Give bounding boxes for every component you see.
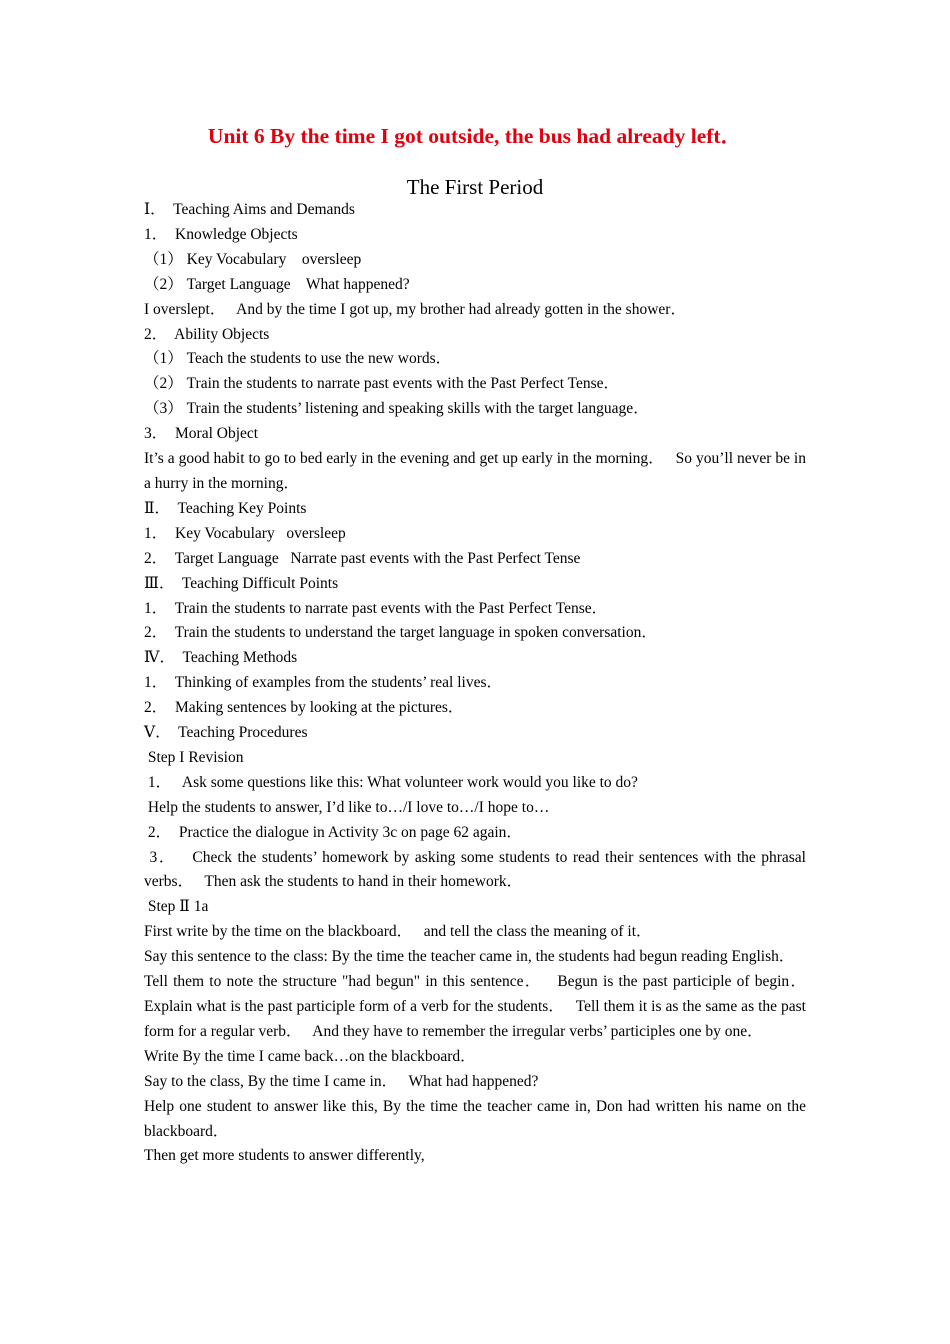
body-paragraph: Ⅲ． Teaching Difficult Points: [144, 574, 339, 592]
body-paragraph: （2） Target Language What happened?: [144, 275, 410, 293]
document-body: [144, 198, 818, 1169]
body-paragraph: 1． Train the students to narrate past events with the Past Perfect Tense．: [144, 599, 608, 617]
body-paragraph: Help the students to answer, I’d like to…/I love to…/I hope to…: [144, 798, 550, 816]
body-paragraph: Ⅳ． Teaching Methods: [144, 649, 298, 667]
body-paragraph: 1． Ask some questions like this: What volunteer work would you like to do?: [144, 773, 638, 791]
body-paragraph: （1） Teach the students to use the new words．: [144, 350, 452, 368]
body-paragraph: First write by the time on the blackboard． and tell the class the meaning of it．: [144, 923, 652, 941]
body-paragraph: 3． Moral Object: [144, 425, 259, 443]
body-paragraph: Tell them to note the structure "had begun" in this sentence． Begun is the past participle of begin． Explain what is the past participle form of a verb for the students． Tell them it is as the same as the past form for a regular verb． And they have to remember the irregular verbs’ participles one by one．: [144, 973, 818, 1040]
section-heading: The First Period: [406, 175, 544, 199]
body-paragraph: 1． Key Vocabulary oversleep: [144, 524, 346, 542]
body-paragraph: （3） Train the students’ listening and speaking skills with the target language．: [144, 400, 649, 418]
body-paragraph: 1． Thinking of examples from the students’ real lives．: [144, 674, 503, 692]
body-paragraph: Say to the class, By the time I came in． What had happened?: [144, 1072, 539, 1090]
body-paragraph: 2． Making sentences by looking at the pictures．: [144, 699, 464, 717]
body-paragraph: 1． Knowledge Objects: [144, 225, 298, 243]
body-paragraph: Ⅰ． Teaching Aims and Demands: [144, 201, 355, 218]
body-paragraph: （2） Train the students to narrate past events with the Past Perfect Tense．: [144, 375, 620, 393]
body-paragraph: （1） Key Vocabulary oversleep: [144, 250, 362, 268]
body-paragraph: It’s a good habit to go to bed early in the evening and get up early in the morning． So you’ll never be in a hurry in the morning．: [144, 450, 810, 492]
body-paragraph: 2． Practice the dialogue in Activity 3c on page 62 again．: [144, 823, 522, 841]
body-paragraph: Then get more students to answer differently,: [144, 1147, 425, 1165]
body-paragraph: Step Ⅱ 1a: [144, 898, 209, 916]
body-paragraph: Write By the time I came back…on the blackboard．: [144, 1047, 476, 1065]
document-title: Unit 6 By the time I got outside, the bus had already left．: [207, 124, 743, 148]
body-paragraph: I overslept． And by the time I got up, my brother had already gotten in the shower．: [144, 300, 686, 318]
body-paragraph: Ⅴ． Teaching Procedures: [144, 724, 308, 742]
body-paragraph: 2． Target Language Narrate past events with the Past Perfect Tense: [144, 549, 581, 567]
body-paragraph: Say this sentence to the class: By the time the teacher came in, the students had begun reading English．: [144, 948, 795, 966]
body-paragraph: Ⅱ． Teaching Key Points: [144, 499, 307, 517]
body-paragraph: 2． Train the students to understand the target language in spoken conversation．: [144, 624, 657, 642]
body-paragraph: Help one student to answer like this, By the time the teacher came in, Don had written his name on the blackboard．: [144, 1097, 810, 1140]
body-paragraph: 2． Ability Objects: [144, 325, 270, 343]
body-paragraph: Step I Revision: [144, 748, 244, 766]
body-paragraph: 3． Check the students’ homework by asking some students to read their sentences with the phrasal verbs． Then ask the students to hand in their homework．: [144, 848, 810, 891]
